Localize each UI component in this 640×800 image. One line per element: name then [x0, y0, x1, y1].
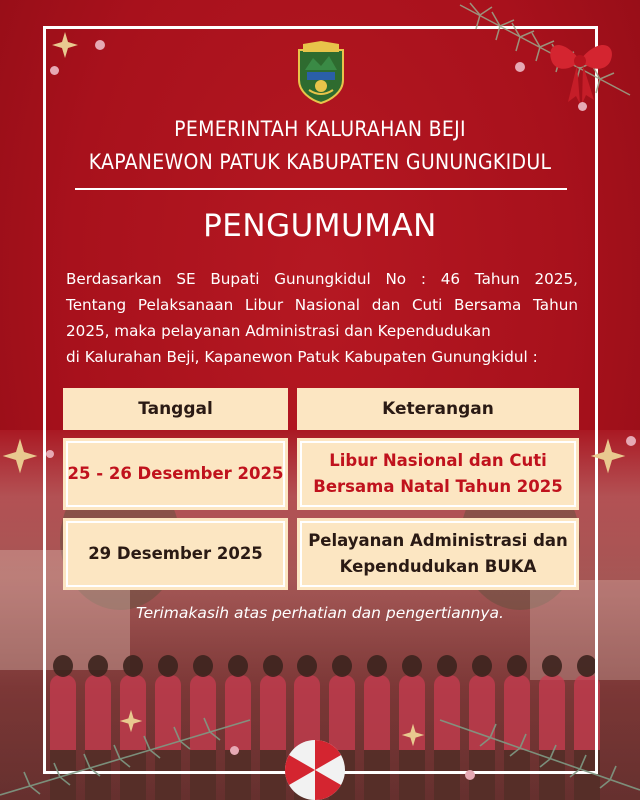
ornament-dot [46, 450, 54, 458]
organization-name: PEMERINTAH KALURAHAN BEJI [174, 117, 466, 141]
announcement-paragraph [66, 266, 578, 370]
page-title: PENGUMUMAN [203, 208, 437, 244]
table-header-date: Tanggal [63, 388, 288, 430]
table-cell-description [297, 518, 579, 590]
ornament-dot [230, 746, 239, 755]
table-cell-description [297, 438, 579, 510]
ribbon-bow-icon [540, 30, 620, 110]
ornament-dot [626, 436, 636, 446]
pine-branch-icon [430, 690, 640, 800]
table-cell-date: 25 - 26 Desember 2025 [63, 438, 288, 510]
ornament-dot [95, 40, 105, 50]
ornament-dot [515, 62, 525, 72]
star-icon [50, 30, 80, 60]
star-icon [0, 436, 40, 476]
star-icon [400, 722, 426, 748]
table-header-description: Keterangan [297, 388, 579, 430]
gunungkidul-regency-emblem [295, 40, 347, 104]
ornament-dot [578, 102, 587, 111]
paragraph-line: Berdasarkan SE Bupati Gunungkidul No : 46 Tahun 2025, [66, 270, 578, 288]
ornament-dot [50, 66, 59, 75]
organization-region: KAPANEWON PATUK KABUPATEN GUNUNGKIDUL [88, 150, 552, 174]
description-line: Libur Nasional dan Cuti [329, 451, 547, 470]
peppermint-candy-icon [283, 738, 347, 800]
closing-note: Terimakasih atas perhatian dan pengertiannya. [136, 604, 504, 622]
table-cell-date: 29 Desember 2025 [63, 518, 288, 590]
star-icon [588, 436, 628, 476]
paragraph-line: di Kalurahan Beji, Kapanewon Patuk Kabupaten Gunungkidul : [66, 348, 538, 366]
description-line: Bersama Natal Tahun 2025 [313, 477, 563, 496]
description-line: Pelayanan Administrasi dan [308, 531, 568, 550]
paragraph-line: Tentang Pelaksanaan Libur Nasional dan Cuti Bersama Tahun [66, 296, 578, 314]
ornament-dot [465, 770, 475, 780]
paragraph-line: 2025, maka pelayanan Administrasi dan Kependudukan [66, 322, 491, 340]
pine-branch-icon [0, 700, 260, 800]
description-line: Kependudukan BUKA [339, 557, 537, 576]
divider [75, 188, 567, 190]
